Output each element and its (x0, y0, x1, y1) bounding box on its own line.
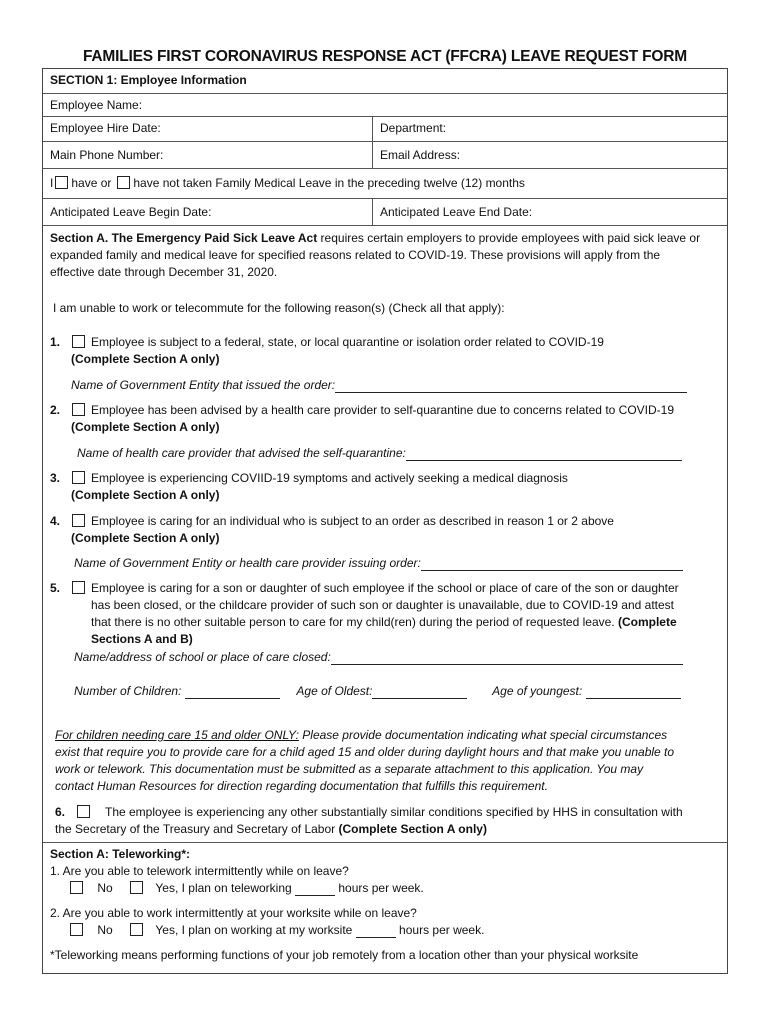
reason-5-checkbox[interactable] (72, 581, 85, 594)
reason-5-note-b: Sections A and B) (91, 632, 193, 646)
children-15-text-4: contact Human Resources for direction regarding documentation that fulfills this requirement. (55, 779, 548, 793)
reason-6-text: The employee is experiencing any other substantially similar conditions specified by HHS in consultation with (105, 805, 683, 819)
children-15-text-2: exist that require you to provide care for a child aged 15 and older during daylight hours and that make you unable to (55, 745, 675, 759)
age-youngest-label: Age of youngest: (492, 684, 583, 698)
q1-yes-checkbox[interactable] (130, 881, 143, 894)
section-a (43, 226, 727, 843)
reason-5-line-2: has been closed, or the childcare provider of such son or daughter is unavailable, due to COVID-19 and attest (91, 598, 675, 612)
hire-date-row (43, 117, 727, 142)
teleworking-q2-options (67, 922, 484, 938)
reason-5-note-a: (Complete (617, 615, 677, 629)
age-youngest-input[interactable] (586, 686, 681, 699)
reason-1-checkbox[interactable] (72, 335, 85, 348)
children-15-text-1: Please provide documentation indicating what special circumstances (298, 728, 668, 742)
q1-no-label: No (97, 881, 113, 895)
age-oldest-input[interactable] (372, 686, 467, 699)
section-a-intro-2: expanded family and medical leave for specified reasons related to COVID-19. These provisions will apply from the (50, 248, 661, 262)
teleworking-q1-options (67, 880, 424, 896)
q1-no-checkbox[interactable] (70, 881, 83, 894)
reason-4-input-line[interactable] (421, 558, 683, 571)
end-date-field[interactable]: Anticipated Leave End Date: (380, 205, 533, 219)
department-field[interactable]: Department: (380, 121, 447, 135)
reason-5-field-row (74, 649, 683, 665)
reason-2-note: (Complete Section A only) (71, 420, 220, 434)
num-children-input[interactable] (185, 686, 280, 699)
fmla-have-not-label: have not taken Family Medical Leave in the preceding twelve (12) months (133, 176, 525, 190)
fmla-prefix: I (50, 176, 54, 190)
q1-hours-label: hours per week. (338, 881, 424, 895)
leave-dates-row (43, 199, 727, 226)
teleworking-q1: 1. Are you able to telework intermittently while on leave? (50, 864, 349, 878)
begin-date-field[interactable]: Anticipated Leave Begin Date: (43, 199, 373, 225)
reason-1-field-label: Name of Government Entity that issued the order: (71, 378, 336, 392)
email-field[interactable]: Email Address: (380, 148, 461, 162)
reason-5-field-label: Name/address of school or place of care closed: (74, 650, 331, 664)
reason-3-checkbox[interactable] (72, 471, 85, 484)
reason-1-note: (Complete Section A only) (71, 352, 220, 366)
section-a-title: Section A. The Emergency Paid Sick Leave Act (50, 231, 318, 245)
reason-4-field-label: Name of Government Entity or health care provider issuing order: (74, 556, 421, 570)
section1-header (43, 69, 727, 94)
reason-2-checkbox[interactable] (72, 403, 85, 416)
fmla-have-label: have or (71, 176, 112, 190)
reason-1-number: 1. (50, 335, 61, 349)
reason-2-field-label: Name of health care provider that advised the self-quarantine: (77, 446, 406, 460)
reason-1-field-row (71, 377, 687, 393)
reason-5-number: 5. (50, 581, 61, 595)
q2-hours-label: hours per week. (399, 923, 485, 937)
employee-name-label: Employee Name: (50, 98, 143, 112)
age-oldest-label: Age of Oldest: (296, 684, 373, 698)
children-info-row (74, 683, 681, 699)
q2-no-label: No (97, 923, 113, 937)
reason-1-input-line[interactable] (335, 380, 687, 393)
reason-3-number: 3. (50, 471, 61, 485)
reason-2-number: 2. (50, 403, 61, 417)
reason-4-field-row (74, 555, 683, 571)
children-15-text-3: work or telework. This documentation must be submitted as a separate attachment to this application. You may (55, 762, 644, 776)
reason-1-text: Employee is subject to a federal, state, or local quarantine or isolation order related to COVID-19 (91, 335, 604, 349)
reason-6-line-2: the Secretary of the Treasury and Secretary of Labor (55, 822, 336, 836)
reason-4-number: 4. (50, 514, 61, 528)
children-15-heading: For children needing care 15 and older ONLY: (55, 728, 299, 742)
fmla-row (43, 169, 727, 199)
q1-yes-label: Yes, I plan on teleworking (155, 881, 292, 895)
fmla-have-checkbox[interactable] (55, 176, 68, 189)
reason-6-number: 6. (55, 805, 66, 819)
reason-3-note: (Complete Section A only) (71, 488, 220, 502)
phone-row (43, 142, 727, 169)
reason-3-text: Employee is experiencing COVIID-19 symptoms and actively seeking a medical diagnosis (91, 471, 568, 485)
teleworking-section (43, 843, 727, 973)
section-a-intro-1: requires certain employers to provide employees with paid sick leave or (317, 231, 701, 245)
reason-4-note: (Complete Section A only) (71, 531, 220, 545)
reason-6-checkbox[interactable] (77, 805, 90, 818)
q2-no-checkbox[interactable] (70, 923, 83, 936)
hire-date-field[interactable]: Employee Hire Date: (43, 117, 373, 141)
reason-6-note: (Complete Section A only) (338, 822, 487, 836)
q1-hours-input[interactable] (295, 883, 335, 896)
reason-5-input-line[interactable] (331, 652, 683, 665)
reason-2-field-row (77, 445, 682, 461)
reason-2-input-line[interactable] (406, 448, 682, 461)
fmla-have-not-checkbox[interactable] (117, 176, 130, 189)
teleworking-q2: 2. Are you able to work intermittently at your worksite while on leave? (50, 906, 417, 920)
section1-heading: SECTION 1: Employee Information (50, 73, 247, 87)
employee-name-row[interactable] (43, 94, 727, 117)
teleworking-footnote: *Teleworking means performing functions of your job remotely from a location other than your physical worksite (50, 948, 639, 962)
reason-4-checkbox[interactable] (72, 514, 85, 527)
q2-hours-input[interactable] (356, 925, 396, 938)
leave-request-form (42, 68, 728, 974)
q2-yes-label: Yes, I plan on working at my worksite (155, 923, 353, 937)
form-title: FAMILIES FIRST CORONAVIRUS RESPONSE ACT (FFCRA) LEAVE REQUEST FORM (83, 48, 687, 65)
reason-4-text: Employee is caring for an individual who is subject to an order as described in reason 1 or 2 above (91, 514, 614, 528)
teleworking-heading: Section A: Teleworking*: (50, 847, 191, 861)
num-children-label: Number of Children: (74, 684, 182, 698)
reason-5-line-3: that there is no other suitable person to care for my child(ren) during the period of requested leave. (91, 615, 615, 629)
reason-2-text: Employee has been advised by a health care provider to self-quarantine due to concerns related to COVID-19 (91, 403, 675, 417)
reason-5-line-1: Employee is caring for a son or daughter of such employee if the school or place of care of the son or daughter (91, 581, 679, 595)
unable-statement: I am unable to work or telecommute for the following reason(s) (Check all that apply): (53, 301, 505, 315)
phone-field[interactable]: Main Phone Number: (43, 142, 373, 168)
q2-yes-checkbox[interactable] (130, 923, 143, 936)
section-a-intro-3: effective date through December 31, 2020. (50, 265, 278, 279)
